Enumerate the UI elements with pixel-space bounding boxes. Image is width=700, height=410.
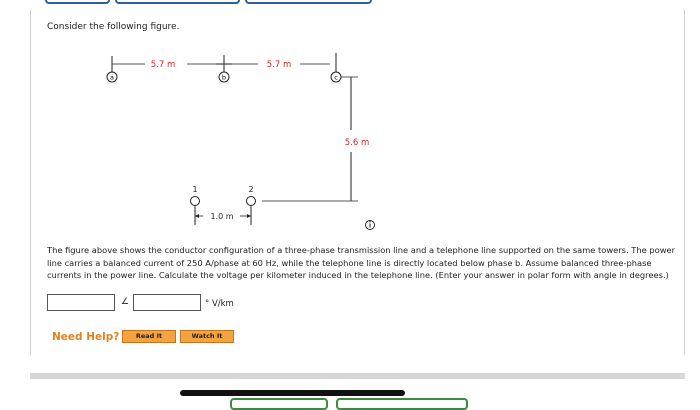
- spacing-bc-label: 5.7 m: [266, 60, 292, 70]
- tel-label-1: 1: [192, 185, 198, 194]
- read-it-button[interactable]: Read It: [122, 330, 176, 343]
- watch-it-button[interactable]: Watch It: [180, 330, 234, 343]
- bottom-button-1[interactable]: [230, 398, 328, 410]
- phase-b-conductor: [216, 55, 232, 82]
- dimension-ab: [112, 60, 220, 70]
- vertical-label: 5.6 m: [344, 138, 370, 148]
- problem-statement: The figure above shows the conductor configuration of a three-phase transmission line and a telephone line supported on the same towers. The power line carries a balanced current of 250 A/phase at 60 Hz, while the telephone line is directly located below phase b. Assume balanced three-phase currents in the power line. Calculate the voltage per kilometer induced in the telephone line. (Enter your answer in polar form with angle in degrees.): [47, 245, 675, 280]
- tel-label-2: 2: [248, 185, 254, 194]
- tel-dimension: [195, 212, 251, 221]
- phase-c-label: c: [334, 73, 338, 82]
- magnitude-input[interactable]: [47, 294, 115, 311]
- bottom-button-2[interactable]: [336, 398, 468, 410]
- info-icon[interactable]: [366, 221, 375, 230]
- intro-text: Consider the following figure.: [47, 22, 180, 32]
- angle-symbol: ∠: [121, 297, 130, 307]
- phase-a-label: a: [110, 73, 114, 82]
- angle-input[interactable]: [133, 294, 201, 311]
- phase-b-label: b: [221, 73, 227, 82]
- phase-c-conductor: [331, 53, 358, 82]
- section-divider: [30, 373, 685, 379]
- spacing-ab-label: 5.7 m: [150, 60, 176, 70]
- home-indicator[interactable]: [180, 390, 405, 396]
- dimension-bc: [232, 60, 330, 70]
- unit-label: ° V/km: [205, 299, 234, 309]
- telephone-conductor-1: [191, 185, 200, 225]
- phase-a-conductor: [107, 56, 117, 82]
- need-help-label: Need Help?: [52, 331, 120, 343]
- telephone-conductor-2: [247, 185, 256, 225]
- vertical-dimension: [262, 77, 369, 201]
- tel-spacing-label: 1.0 m: [210, 212, 234, 221]
